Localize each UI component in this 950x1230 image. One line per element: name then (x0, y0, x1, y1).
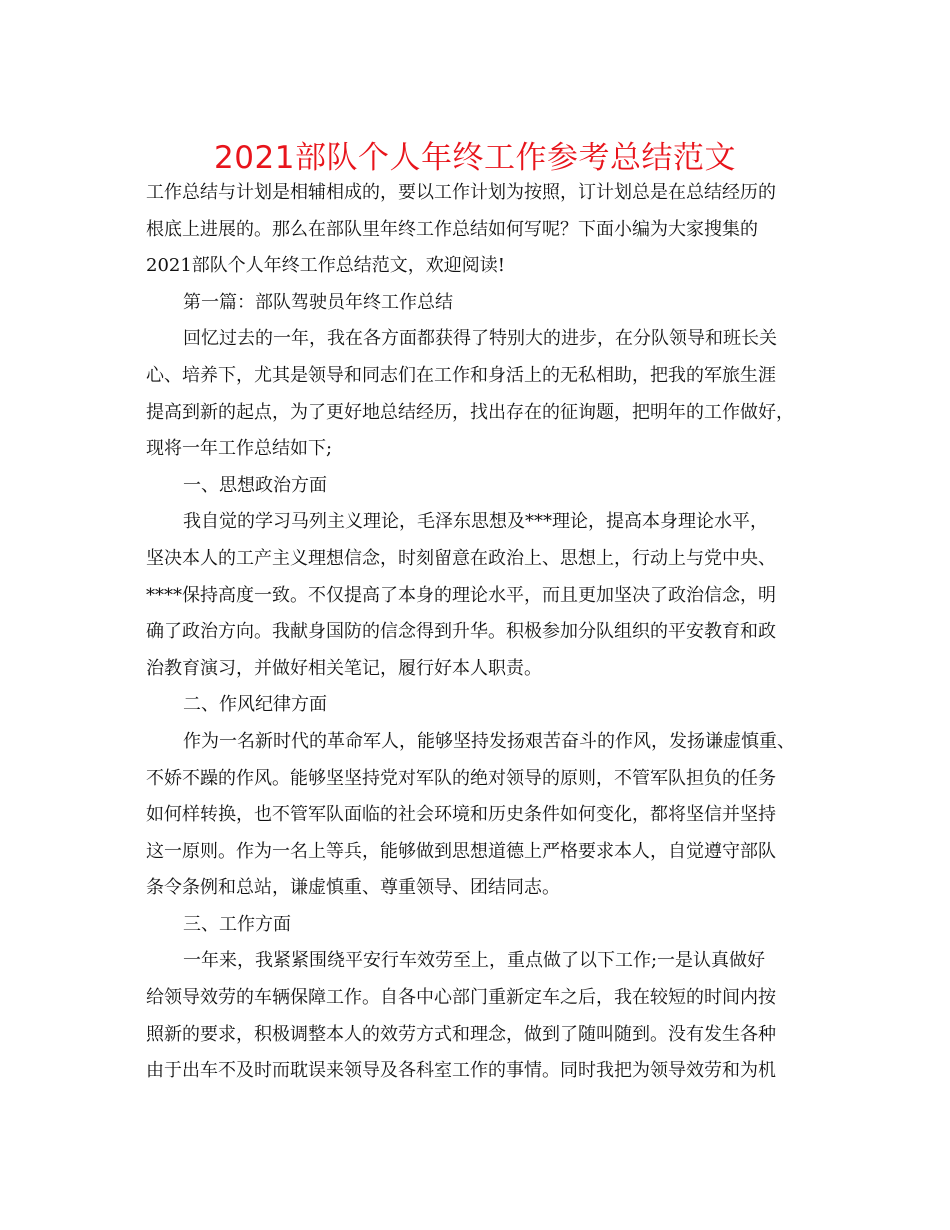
text-line: 由于出车不及时而耽误来领导及各科室工作的事情。同时我把为领导效劳和为机 (146, 1060, 776, 1082)
text-line: 这一原则。作为一名上等兵，能够做到思想道德上严格要求本人，自觉遵守部队 (146, 840, 776, 862)
text-line: 如何样转换，也不管军队面临的社会环境和历史条件如何变化，都将坚信并坚持 (146, 804, 776, 826)
text-line: 第一篇：部队驾驶员年终工作总结 (183, 291, 453, 313)
text-line: 三、工作方面 (183, 913, 291, 935)
text-line: 根底上进展的。那么在部队里年终工作总结如何写呢？下面小编为大家搜集的 (146, 218, 758, 240)
text-line: 二、作风纪律方面 (183, 694, 327, 716)
text-line: 条令条例和总站，谦虚慎重、尊重领导、团结同志。 (146, 877, 560, 899)
document-body (146, 175, 816, 1090)
text-line: 不娇不躁的作风。能够坚坚持党对军队的绝对领导的原则，不管军队担负的任务 (146, 767, 776, 789)
text-line: 一、思想政治方面 (183, 474, 327, 496)
text-line: 回忆过去的一年，我在各方面都获得了特别大的进步，在分队领导和班长关 (183, 328, 777, 350)
text-line: 坚决本人的工产主义理想信念，时刻留意在政治上、思想上，行动上与党中央、 (146, 547, 776, 569)
text-line: 治教育演习，并做好相关笔记，履行好本人职责。 (146, 657, 542, 679)
text-line: 一年来，我紧紧围绕平安行车效劳至上，重点做了以下工作;一是认真做好 (183, 950, 766, 972)
text-line: 作为一名新时代的革命军人，能够坚持发扬艰苦奋斗的作风，发扬谦虚慎重、 (183, 730, 795, 752)
text-line: 确了政治方向。我献身国防的信念得到升华。积极参加分队组织的平安教育和政 (146, 621, 776, 643)
document-title: 2021部队个人年终工作参考总结范文 (214, 140, 736, 176)
text-line: 2021部队个人年终工作总结范文，欢迎阅读! (146, 255, 506, 277)
text-line: 照新的要求，积极调整本人的效劳方式和理念，做到了随叫随到。没有发生各种 (146, 1023, 776, 1045)
text-line: 心、培养下，尤其是领导和同志们在工作和身活上的无私相助，把我的军旅生涯 (146, 364, 776, 386)
text-line: 提高到新的起点，为了更好地总结经历，找出存在的征询题，把明年的工作做好， (146, 401, 794, 423)
text-line: 我自觉的学习马列主义理论，毛泽东思想及***理论，提高本身理论水平， (183, 511, 768, 533)
text-line: 现将一年工作总结如下; (146, 438, 333, 460)
text-line: 给领导效劳的车辆保障工作。自各中心部门重新定车之后，我在较短的时间内按 (146, 987, 776, 1009)
text-line: 工作总结与计划是相辅相成的，要以工作计划为按照，订计划总是在总结经历的 (146, 182, 776, 203)
text-line: ****保持高度一致。不仅提高了本身的理论水平，而且更加坚决了政治信念，明 (146, 584, 776, 606)
